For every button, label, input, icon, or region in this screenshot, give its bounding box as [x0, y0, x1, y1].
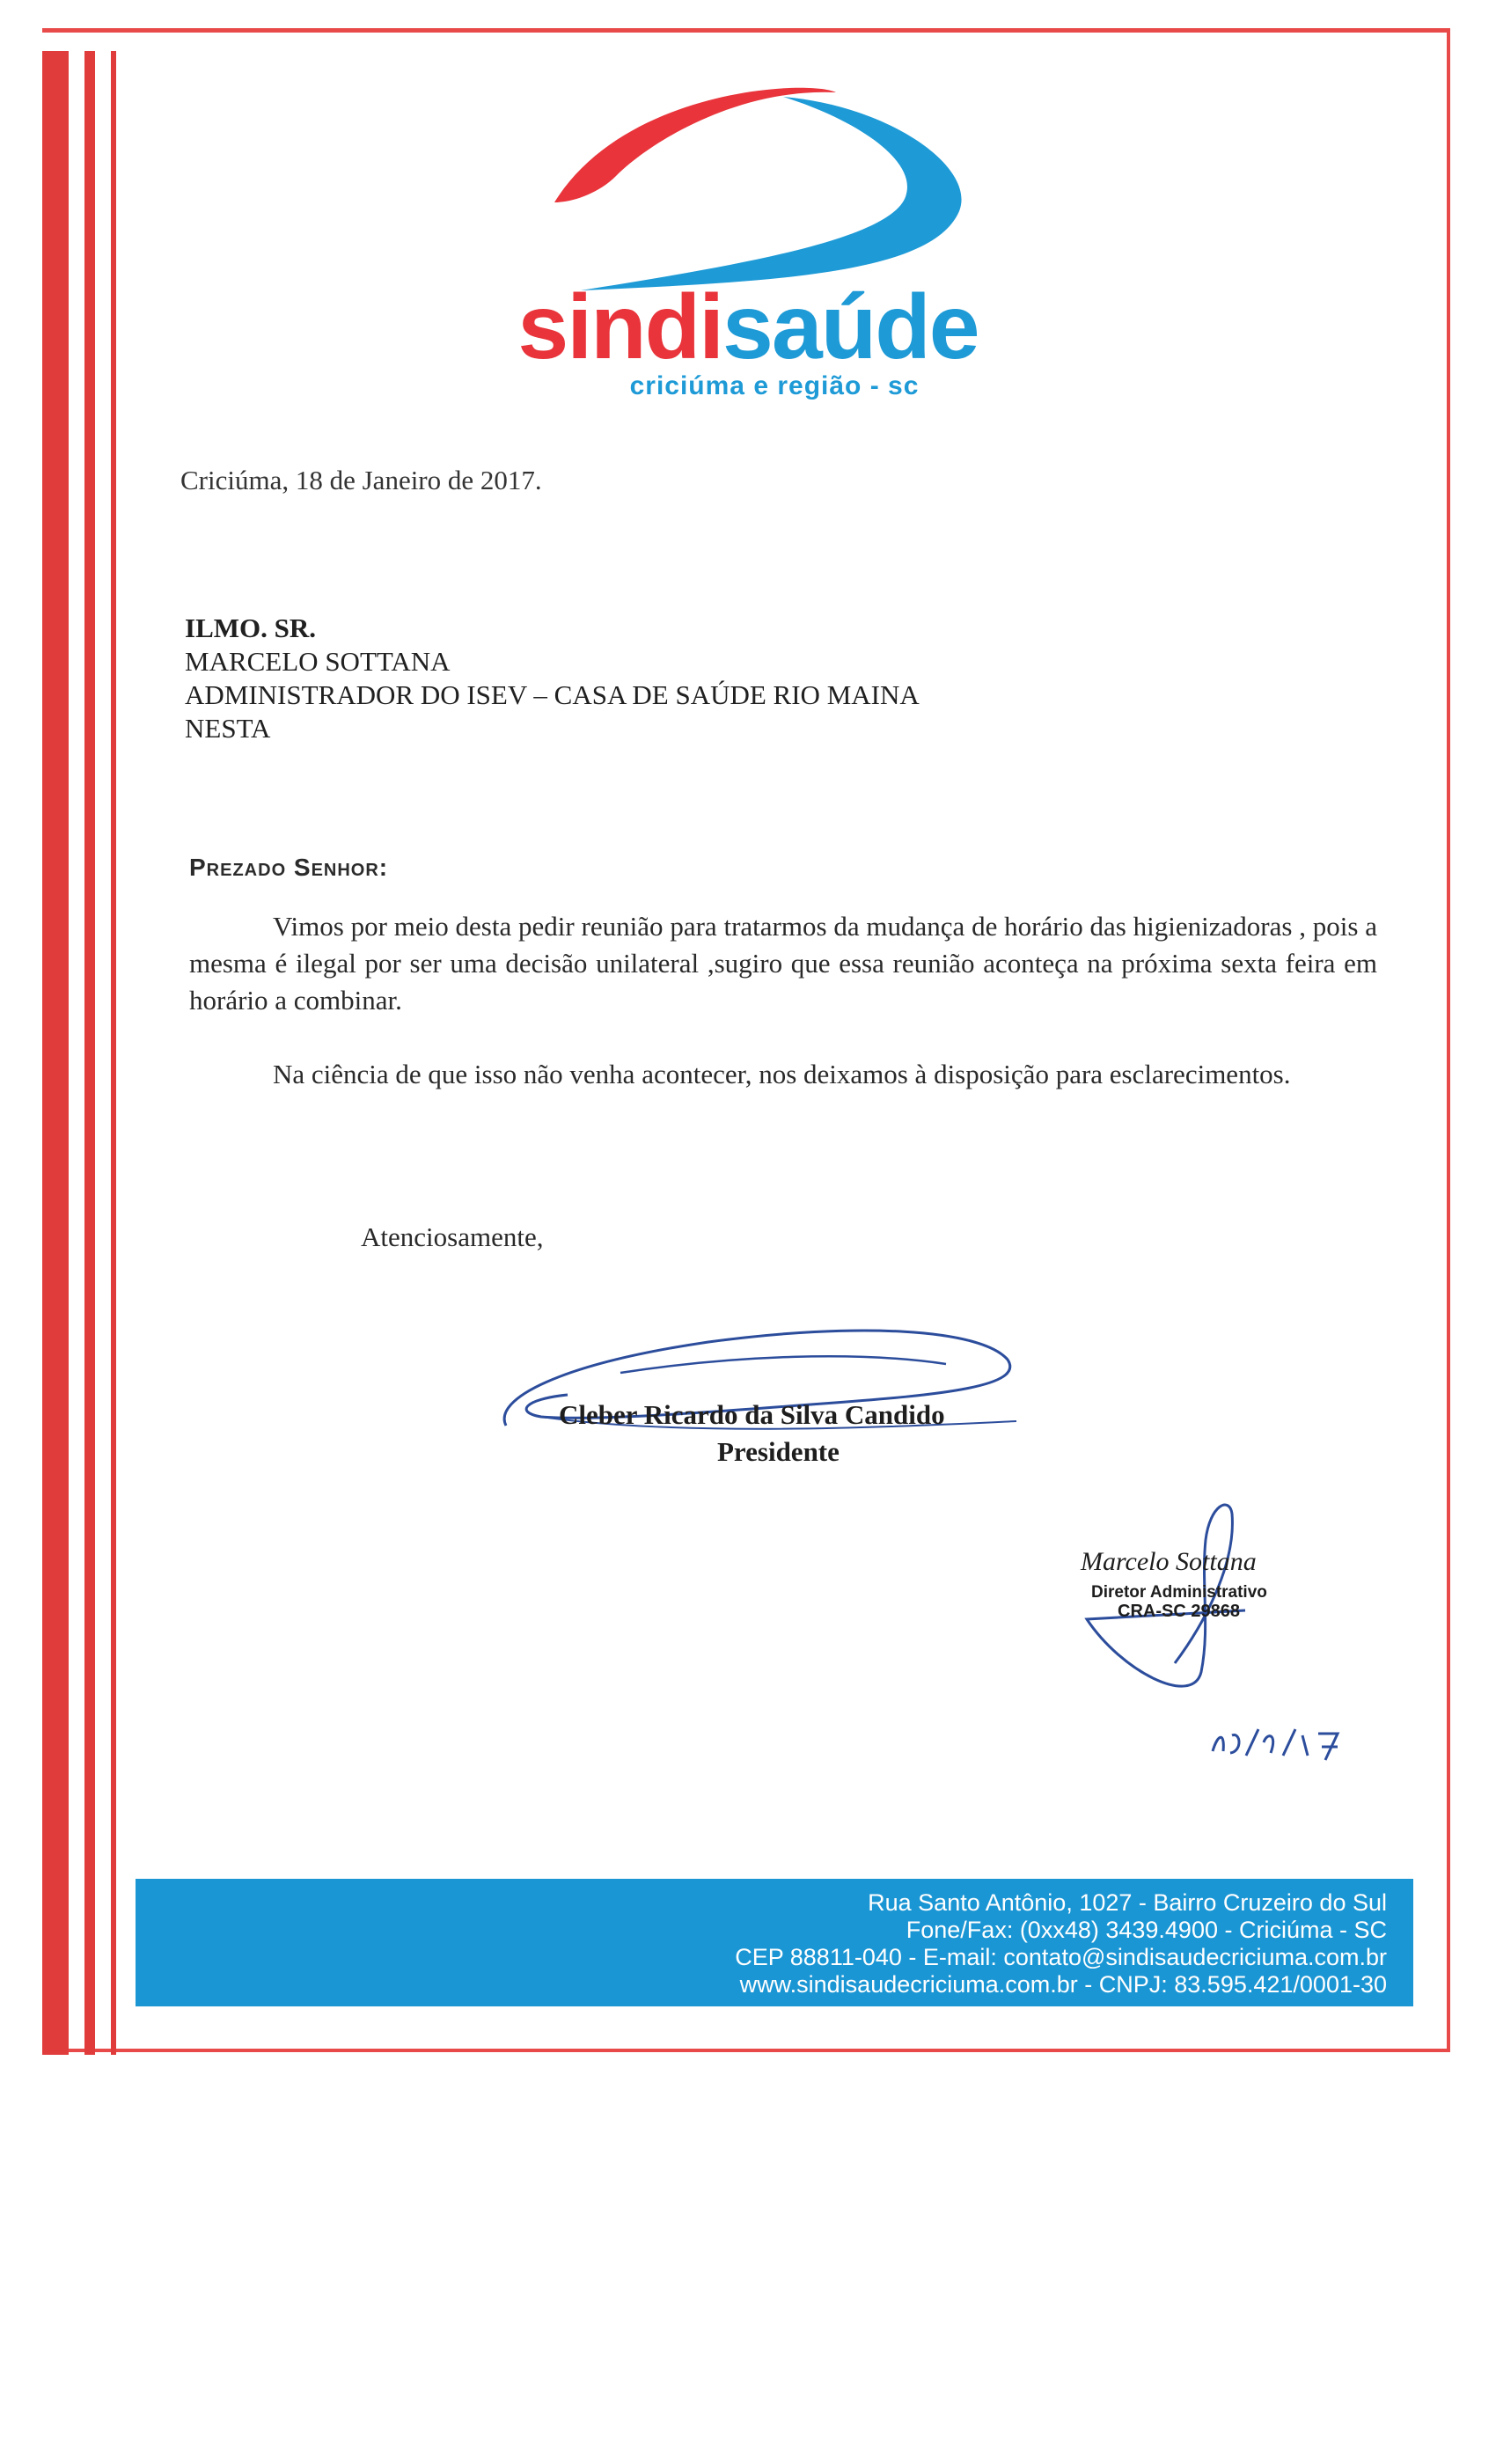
- footer-line: CEP 88811-040 - E-mail: contato@sindisaudecriciuma.com.br: [735, 1944, 1387, 1970]
- footer-line: Rua Santo Antônio, 1027 - Bairro Cruzeiro do Sul: [868, 1889, 1387, 1916]
- letterhead-logo: [484, 70, 1012, 422]
- signer-name: Cleber Ricardo da Silva Candido: [559, 1399, 945, 1430]
- recipient-line: MARCELO SOTTANA: [185, 646, 451, 677]
- salutation: Prezado Senhor:: [189, 854, 389, 881]
- stamp-registration: CRA-SC 29868: [1118, 1602, 1240, 1621]
- footer-contact-band: [136, 1879, 1413, 2006]
- logo-word-blue: saúde: [722, 276, 979, 378]
- logo-swoosh-icon: [519, 70, 994, 299]
- stamp-role: Diretor Administrativo: [1091, 1583, 1267, 1602]
- signer-title: Presidente: [717, 1436, 840, 1467]
- footer-line: Fone/Fax: (0xx48) 3439.4900 - Criciúma - SC: [906, 1917, 1387, 1943]
- footer-address: [735, 1889, 1387, 1998]
- paragraph-text: Vimos por meio desta pedir reunião para tratarmos da mudança de horário das higienizadoras , pois a mesma é ilegal por ser uma decisão unilateral ,sugiro que essa reunião aconteça na próxima sexta feira em horário a combinar.: [189, 911, 1377, 1016]
- president-signature-icon: [488, 1311, 1034, 1452]
- stamp-name: Marcelo Sottana: [1081, 1547, 1257, 1576]
- body-paragraph-1: [189, 908, 1377, 1019]
- logo-word-red: sindi: [517, 276, 723, 378]
- recipient-line: ILMO. SR.: [185, 612, 316, 643]
- recipient-line: NESTA: [185, 713, 271, 744]
- paragraph-text: Na ciência de que isso não venha acontecer, nos deixamos à disposição para esclarecimentos.: [273, 1059, 1291, 1089]
- left-red-stripe-thin: [111, 51, 116, 2055]
- closing: Atenciosamente,: [361, 1221, 544, 1252]
- letter-date: Criciúma, 18 de Janeiro de 2017.: [180, 465, 542, 495]
- recipient-line: ADMINISTRADOR DO ISEV – CASA DE SAÚDE RIO MAINA: [185, 679, 920, 710]
- logo-wordmark: [484, 276, 1012, 378]
- logo-subtitle: criciúma e região - sc: [629, 371, 920, 400]
- left-red-stripe-wide: [42, 51, 69, 2055]
- recipient-block: [185, 612, 920, 745]
- left-red-stripe-medium: [84, 51, 95, 2055]
- handwritten-date-icon: [1206, 1716, 1355, 1769]
- body-paragraph-2: [189, 1056, 1377, 1093]
- footer-line: www.sindisaudecriciuma.com.br - CNPJ: 83.595.421/0001-30: [739, 1971, 1387, 1998]
